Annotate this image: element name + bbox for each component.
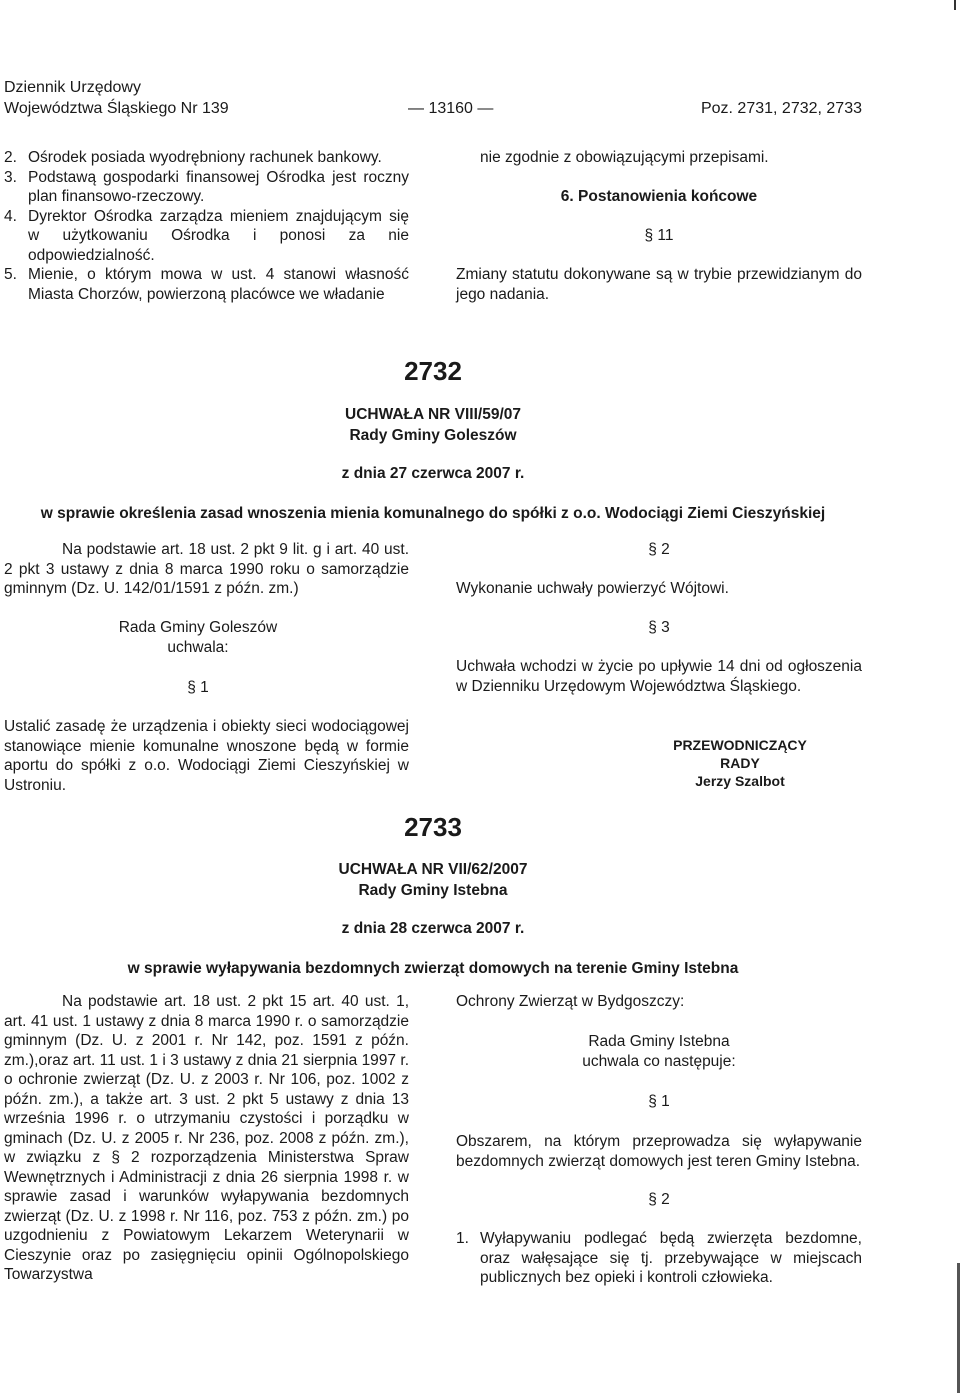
journal-name: Dziennik Urzędowy xyxy=(4,79,141,96)
legal-basis-continuation: Ochrony Zwierząt w Bydgoszczy: xyxy=(456,993,685,1010)
resolution-body: Rady Gminy Istebna xyxy=(358,882,508,899)
prev-continuation: nie zgodnie z obowiązującymi przepisami. xyxy=(480,149,769,166)
legal-basis: Na podstawie art. 18 ust. 2 pkt 15 art. 40 ust. 1, art. 41 ust. 1 ustawy z dnia 8 marca 1990 r. o samorządzie gminnym (Dz. U. z 2001 r. Nr 142, poz. 1591 z późn. zm.),oraz art. 11 ust. 1 i 3 ustawy z dnia 21 sierpnia 1997 r. o ochronie zwierząt (Dz. U. z 2003 r. Nr 106, poz. 1002 z późn. zm.), a także art. 3 ust. 2 pkt 5 ustawy z dnia 13 września 1996 r. o utrzymaniu czystości i porządku w gminach (Dz. U. z 2005 r. Nr 236, poz. 2008 z późn. zm.), w związku z § 2 rozporządzenia Ministerstwa Spraw Wewnętrznych i Administracji z dnia 26 sierpnia 1998 r. w sprawie zasad i warunków wyłapywania bezdomnych zwierząt (Dz. U. z 1998 r. Nr 116, poz. 753 z późn. zm.) po uzgodnieniu z Powiatowym Lekarzem Weterynarii w Cieszynie oraz po zasięgnięciu opinii Ogólnopolskiego Towarzystwa xyxy=(4,993,409,1283)
section-heading: 6. Postanowienia końcowe xyxy=(560,188,758,205)
paragraph-mark: § 2 xyxy=(648,1191,670,1208)
resolution-date: z dnia 28 czerwca 2007 r. xyxy=(341,920,525,937)
paragraph-mark: § 11 xyxy=(644,227,674,244)
paragraph-text: Obszarem, na którym przeprowadza się wyłapywanie bezdomnych zwierząt domowych jest teren Gminy Istebna. xyxy=(456,1133,862,1170)
council-name: Rada Gminy Istebna xyxy=(588,1033,730,1050)
paragraph-mark: § 2 xyxy=(648,541,670,558)
resolution-subject: w sprawie określenia zasad wnoszenia mienia komunalnego do spółki z o.o. Wodociągi Ziemi Cieszyńskiej xyxy=(40,505,826,522)
resolution-body: Rady Gminy Goleszów xyxy=(349,427,517,444)
resolution-subject: w sprawie wyłapywania bezdomnych zwierząt domowych na terenie Gminy Istebna xyxy=(127,960,739,977)
header-page-number: — 13160 — xyxy=(408,100,494,117)
list-item: 2. Ośrodek posiada wyodrębniony rachunek bankowy. xyxy=(4,149,382,166)
running-header xyxy=(4,99,862,119)
paragraph-mark: § 1 xyxy=(187,679,209,696)
resolves-label: uchwala: xyxy=(167,639,229,656)
list-item: 5. Mienie, o którym mowa w ust. 4 stanowi własność Miasta Chorzów, powierzoną placówce we władanie xyxy=(4,266,409,303)
paragraph-text: Uchwała wchodzi w życie po upływie 14 dni od ogłoszenia w Dzienniku Urzędowym Województwa Śląskiego. xyxy=(456,658,862,695)
resolution-title: UCHWAŁA NR VII/62/2007 xyxy=(338,861,528,878)
resolution-title: UCHWAŁA NR VIII/59/07 xyxy=(345,406,521,423)
header-left: Województwa Śląskiego Nr 139 xyxy=(4,100,229,117)
paragraph-mark: § 3 xyxy=(648,619,670,636)
list-item: 1. Wyłapywaniu podlegać będą zwierzęta bezdomne, oraz wałęsające się tj. przebywające w miejscach publicznych bez opieki i kontroli człowieka. xyxy=(456,1230,862,1286)
header-positions: Poz. 2731, 2732, 2733 xyxy=(700,100,862,117)
legal-basis: Na podstawie art. 18 ust. 2 pkt 9 lit. g i art. 40 ust. 2 pkt 3 ustawy z dnia 8 marca 1990 roku o samorządzie gminnym (Dz. U. 142/01/1591 z późn. zm.) xyxy=(4,541,409,597)
signature-title: PRZEWODNICZĄCY RADY xyxy=(673,737,807,771)
council-name: Rada Gminy Goleszów xyxy=(118,619,278,636)
resolution-date: z dnia 27 czerwca 2007 r. xyxy=(341,465,525,482)
list-item: 4. Dyrektor Ośrodka zarządza mieniem znajdującym się w użytkowaniu Ośrodka i ponosi za nie odpowiedzialność. xyxy=(4,207,409,264)
prev-item-list xyxy=(4,148,409,304)
list-item: 3. Podstawą gospodarki finansowej Ośrodka jest roczny plan finansowo-rzeczowy. xyxy=(4,168,409,205)
paragraph-text: Ustalić zasadę że urządzenia i obiekty sieci wodociągowej stanowiące mienie komunalne wnoszone będą w formie aportu do spółki z o.o. Wodociągi Ziemi Cieszyńskiej w Ustroniu. xyxy=(4,718,409,794)
paragraph-text: Zmiany statutu dokonywane są w trybie przewidzianym do jego nadania. xyxy=(456,266,862,303)
signature-name: Jerzy Szalbot xyxy=(695,773,785,789)
paragraph-text: Wykonanie uchwały powierzyć Wójtowi. xyxy=(456,580,729,597)
paragraph-item-list xyxy=(456,1229,862,1288)
page-corner-mark xyxy=(954,0,960,10)
paragraph-mark: § 1 xyxy=(648,1093,670,1110)
resolves-label: uchwala co następuje: xyxy=(582,1053,736,1070)
position-number: 2732 xyxy=(404,356,462,386)
position-number: 2733 xyxy=(404,812,462,842)
